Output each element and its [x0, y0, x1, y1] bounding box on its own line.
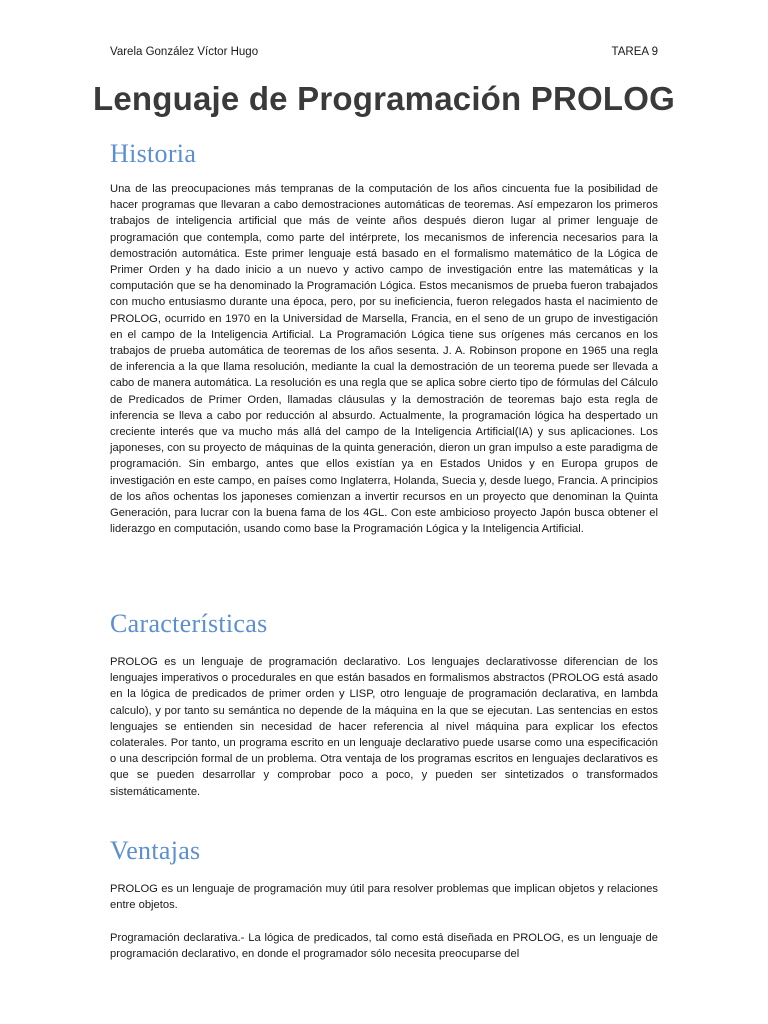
paragraph-ventajas-1: PROLOG es un lenguaje de programación muy útil para resolver problemas que implican objetos y relaciones entre objetos. — [110, 883, 658, 912]
section-heading-ventajas: Ventajas — [110, 836, 201, 865]
task-label: TAREA 9 — [611, 46, 658, 58]
paragraph-historia: Una de las preocupaciones más tempranas de la computación de los años cincuenta fue la posibilidad de hacer programas que llevaran a cabo demostraciones automáticas de teoremas. Así empezaron los primeros trabajos de inteligencia artificial que más de veinte años después dieron lugar al primer lenguaje de programación que contempla, como parte del intérprete, los mecanismos de inferencia necesarios para la demostración automática. Este primer lenguaje está basado en el formalismo matemático de la Lógica de Primer Orden y ha dado inicio a un nuevo y activo campo de investigación entre las matemáticas y la computación que se ha denominado la Programación Lógica. Estos mecanismos de prueba fueron trabajados con mucho entusiasmo durante una época, pero, por su ineficiencia, fueron relegados hasta el nacimiento de PROLOG, ocurrido en 1970 en la Universidad de Marsella, Francia, en el seno de un grupo de investigación en el campo de la Inteligencia Artificial. La Programación Lógica tiene sus orígenes más cercanos en los trabajos de prueba automática de teoremas de los años sesenta. J. A. Robinson propone en 1965 una regla de inferencia a la que llama resolución, mediante la cual la demostración de un teorema puede ser llevada a cabo de manera automática. La resolución es una regla que se aplica sobre cierto tipo de fórmulas del Cálculo de Predicados de Primer Orden, llamadas cláusulas y la demostración de teoremas bajo esta regla de inferencia se lleva a cabo por reducción al absurdo. Actualmente, la programación lógica ha despertado un creciente interés que va mucho más allá del campo de la Inteligencia Artificial(IA) y sus aplicaciones. Los japoneses, con su proyecto de máquinas de la quinta generación, dieron un gran impulso a este paradigma de programación. Sin embargo, antes que ellos existían ya en Estados Unidos y en Europa grupos de investigación en este campo, en países como Inglaterra, Holanda, Suecia y, desde luego, Francia. A principios de los años ochentas los japoneses comienzan a invertir recursos en un proyecto que denominan la Quinta Generación, para lucrar con la buena fama de los 4GL. Con este ambicioso proyecto Japón busca obtener el liderazgo en computación, usando como base la Programación Lógica y la Inteligencia Artificial. — [110, 183, 658, 536]
document-title: Lenguaje de Programación PROLOG — [93, 80, 675, 117]
paragraph-ventajas-2: Programación declarativa.- La lógica de predicados, tal como está diseñada en PROLOG, es un lenguaje de programación declarativo, en donde el programador sólo necesita preocuparse del — [110, 932, 658, 961]
paragraph-caracteristicas: PROLOG es un lenguaje de programación declarativo. Los lenguajes declarativosse diferencian de los lenguajes imperativos o procedurales en que están basados en formalismos abstractos (PROLOG está asado en la lógica de predicados de primer orden y LISP, otro lenguaje de programación declarativa, en lambda calculo), y por tanto su semántica no depende de la máquina en la que se ejecutan. Las sentencias en estos lenguajes se entienden sin necesidad de hacer referencia al nivel máquina para explicar los efectos colaterales. Por tanto, un programa escrito en un lenguaje declarativo puede usarse como una especificación o una descripción formal de un problema. Otra ventaja de los programas escritos en lenguajes declarativos es que se pueden desarrollar y comprobar poco a poco, y pueden ser sintetizados o transformados sistemáticamente. — [110, 656, 658, 798]
page-header — [110, 44, 658, 60]
author-name: Varela González Víctor Hugo — [110, 46, 259, 58]
section-heading-historia: Historia — [110, 139, 197, 168]
section-heading-caracteristicas: Características — [110, 609, 268, 638]
